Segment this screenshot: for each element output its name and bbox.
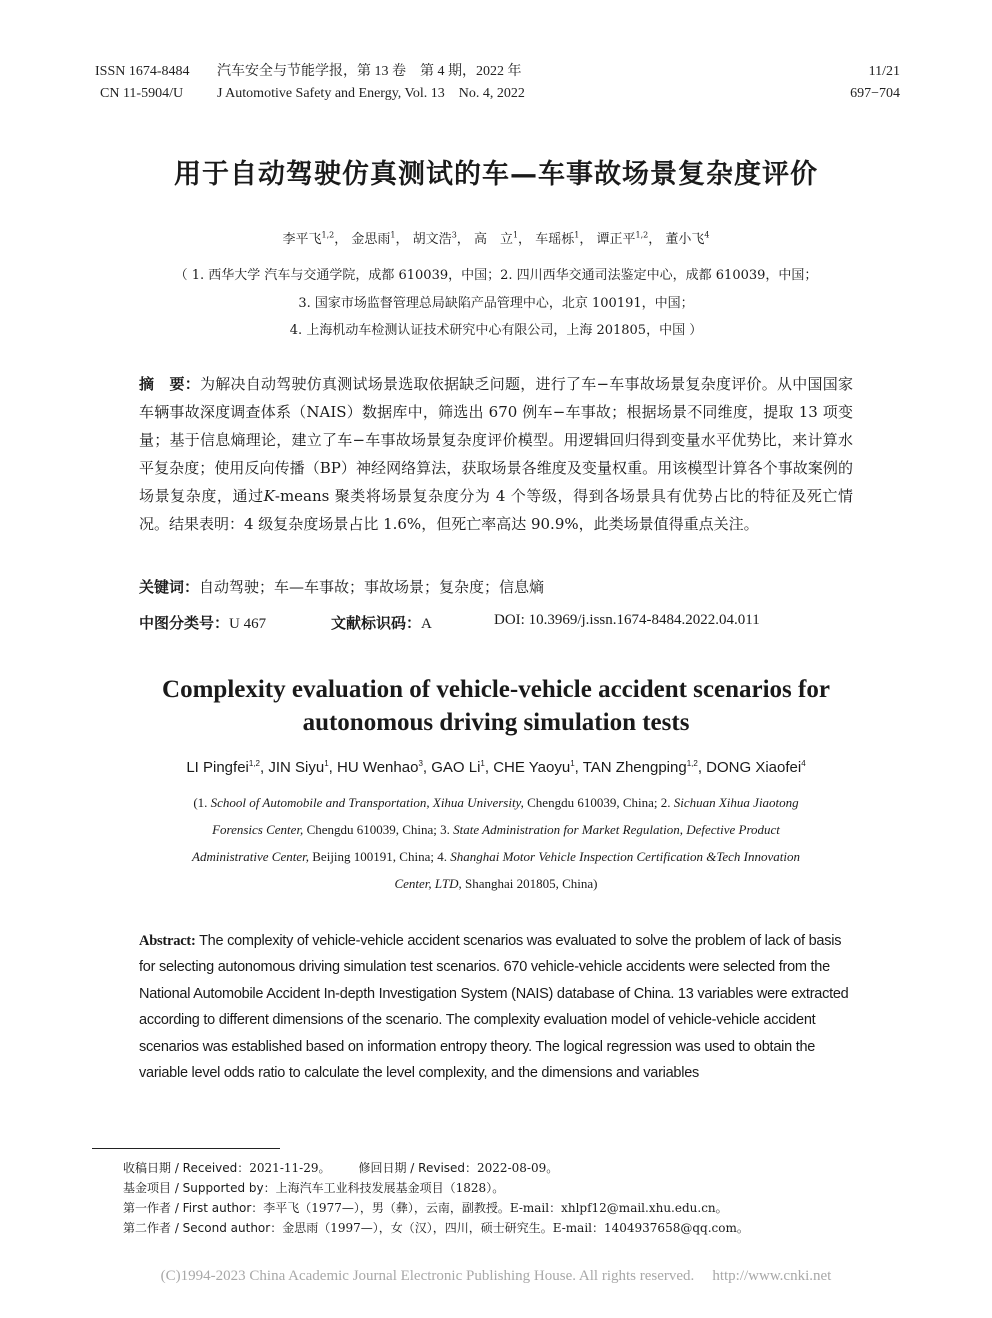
abstract-cn-label: 摘 要： — [139, 375, 200, 393]
abstract-en — [139, 928, 853, 1086]
author-sup: 3 — [451, 230, 457, 240]
author-sup: 1 — [512, 230, 519, 240]
author-sup: 1,2 — [321, 230, 335, 240]
author-sup: 4 — [801, 759, 806, 768]
footnote-first-author — [123, 1199, 728, 1216]
page-range: 697−704 — [850, 86, 900, 101]
supported-label: 基金项目 / Supported by： — [123, 1181, 276, 1195]
author-sup: 1,2 — [635, 230, 649, 240]
issn: ISSN 1674-8484 — [95, 64, 190, 79]
author-sup: 1 — [574, 230, 580, 240]
author-en: TAN Zhengping — [582, 759, 687, 776]
doi: DOI: 10.3969/j.issn.1674-8484.2022.04.011 — [494, 612, 760, 628]
k-symbol: K — [263, 487, 275, 505]
authors-cn: 李平飞$^{1,2}$， 金思雨$^1$， 胡文浩$^3$， 高 立$^1$， 车瑶栎$^1$， 谭正平$^{1,2}$， 董小飞$^4$ — [282, 230, 710, 247]
author-cn: 金思雨 — [351, 232, 391, 247]
cnki-url: http://www.cnki.net — [712, 1268, 832, 1284]
clc-value: U 467 — [229, 616, 267, 632]
affiliation-en-3: Administrative Center, Beijing 100191, China; 4. Shanghai Motor Vehicle Inspection Certification &Tech Innovation — [192, 849, 800, 864]
keywords-text: 自动驾驶；车—车事故；事故场景；复杂度；信息熵 — [199, 578, 545, 596]
author-en: HU Wenhao — [337, 759, 419, 776]
title-cn: 用于自动驾驶仿真测试的车—车事故场景复杂度评价 — [174, 159, 818, 190]
footnote-second-author — [123, 1219, 749, 1236]
copyright-text: (C)1994-2023 China Academic Journal Electronic Publishing House. All rights reserved. — [160, 1268, 695, 1284]
cn-number: CN 11-5904/U — [100, 86, 184, 101]
footnote-funding — [123, 1179, 504, 1196]
author-cn: 胡文浩 — [412, 232, 452, 247]
author-sup: 3 — [418, 759, 423, 768]
author-sup: 1 — [324, 759, 329, 768]
affiliation-cn-3: 4. 上海机动车检测认证技术研究中心有限公司，上海 201805，中国 ） — [289, 323, 703, 338]
first-author-value: 李平飞（1977—），男（彝），云南，副教授。E-mail：xhlpf12@mail.xhu.edu.cn。 — [263, 1201, 728, 1215]
author-cn: 李平飞 — [282, 232, 322, 247]
revised-value: 2022-08-09。 — [477, 1161, 559, 1175]
doc-code-label: 文献标识码： — [331, 614, 422, 632]
title-en — [0, 673, 992, 739]
affiliation-cn-2: 3. 国家市场监督管理总局缺陷产品管理中心，北京 100191，中国； — [298, 296, 694, 311]
footnote-divider — [92, 1148, 280, 1149]
first-author-label: 第一作者 / First author： — [123, 1201, 264, 1215]
author-cn: 董小飞 — [665, 232, 705, 247]
clc — [139, 612, 266, 633]
received-value: 2021-11-29。 — [249, 1161, 331, 1175]
author-sup: 1 — [480, 759, 485, 768]
revised-label: 修回日期 / Revised： — [358, 1161, 478, 1175]
abstract-cn-text-2: -means 聚类将场景复杂度分为 4 个等级，得到各场景具有优势占比的特征及死亡情况。结果表明：4 级复杂度场景占比 1.6%，但死亡率高达 90.9%，此类场景值得重点关注。 — [139, 487, 853, 533]
footnote-dates — [123, 1159, 558, 1176]
supported-value: 上海汽车工业科技发展基金项目（1828）。 — [275, 1181, 505, 1195]
keywords-cn — [139, 576, 544, 597]
author-en: LI Pingfei — [186, 759, 249, 776]
author-cn: 车瑶栎 — [535, 232, 575, 247]
journal-cn: 汽车安全与节能学报，第 13 卷 第 4 期，2022 年 — [217, 64, 522, 79]
second-author-value: 金思雨（1997—），女（汉），四川，硕士研究生。E-mail：1404937658@qq.com。 — [282, 1221, 749, 1235]
title-en-line-1: Complexity evaluation of vehicle-vehicle accident scenarios for — [162, 676, 830, 703]
affiliation-en-2: Forensics Center, Chengdu 610039, China; 3. State Administration for Market Regulation, Defective Product — [212, 822, 780, 837]
author-en: GAO Li — [431, 759, 481, 776]
author-cn: 高 立 — [473, 232, 513, 247]
author-en: CHE Yaoyu — [493, 759, 571, 776]
abstract-en-text: The complexity of vehicle-vehicle accident scenarios was evaluated to solve the problem of lack of basis for selecting autonomous driving simulation test scenarios. 670 vehicle-vehicle accidents were selected from the National Automobile Accident In-depth Investigation System (NAIS) database of China. 13 variables were extracted according to different dimensions of the scenario. The complexity evaluation model of vehicle-vehicle accident scenarios was established based on information entropy theory. The logical regression was used to obtain the variable level odds ratio to calculate the level complexity, and the dimensions and variables — [139, 933, 849, 1082]
journal-en: J Automotive Safety and Energy, Vol. 13 No. 4, 2022 — [217, 86, 525, 101]
author-sup: 1,2 — [248, 759, 260, 768]
affiliation-en-4: Center, LTD, Shanghai 201805, China) — [394, 876, 598, 891]
second-author-label: 第二作者 / Second author： — [123, 1221, 283, 1235]
affiliation-en-1: (1. School of Automobile and Transportation, Xihua University, Chengdu 610039, China; 2. Sichuan Xihua Jiaotong — [193, 795, 799, 810]
author-en: JIN Siyu — [268, 759, 325, 776]
author-en: DONG Xiaofei — [706, 759, 802, 776]
doc-code — [331, 612, 432, 633]
title-en-line-2: autonomous driving simulation tests — [302, 709, 690, 736]
affiliation-cn-1: （ 1. 西华大学 汽车与交通学院，成都 610039，中国；2. 四川西华交通司法鉴定中心，成都 610039，中国； — [174, 268, 818, 283]
doc-code-value: A — [421, 616, 432, 632]
author-cn: 谭正平 — [596, 232, 636, 247]
abstract-cn — [139, 370, 853, 538]
authors-en: LI Pingfei$^{1,2}$, JIN Siyu$^1$, HU Wenhao$^3$, GAO Li$^1$, CHE Yaoyu$^1$, TAN Zhengping$^{1,2}$, DONG Xiaofei$^4$ — [186, 759, 806, 776]
issue-page: 11/21 — [868, 64, 900, 79]
keywords-label: 关键词： — [139, 578, 200, 596]
author-sup: 1,2 — [686, 759, 698, 768]
author-sup: 4 — [704, 230, 710, 240]
clc-label: 中图分类号： — [139, 614, 230, 632]
copyright-footer — [0, 1268, 992, 1285]
author-sup: 1 — [570, 759, 575, 768]
abstract-cn-text-1: 为解决自动驾驶仿真测试场景选取依据缺乏问题，进行了车−车事故场景复杂度评价。从中国国家车辆事故深度调查体系（NAIS）数据库中，筛选出 670 例车−车事故；根据场景不同维度，提取 13 项变量；基于信息熵理论，建立了车−车事故场景复杂度评价模型。用逻辑回归得到变量水平优势比，来计算水平复杂度；使用反向传播（BP）神经网络算法，获取场景各维度及变量权重。用该模型计算各个事故案例的场景复杂度，通过 — [139, 375, 853, 505]
author-sup: 1 — [390, 230, 396, 240]
received-label: 收稿日期 / Received： — [123, 1161, 250, 1175]
abstract-en-label: Abstract: — [139, 933, 196, 949]
